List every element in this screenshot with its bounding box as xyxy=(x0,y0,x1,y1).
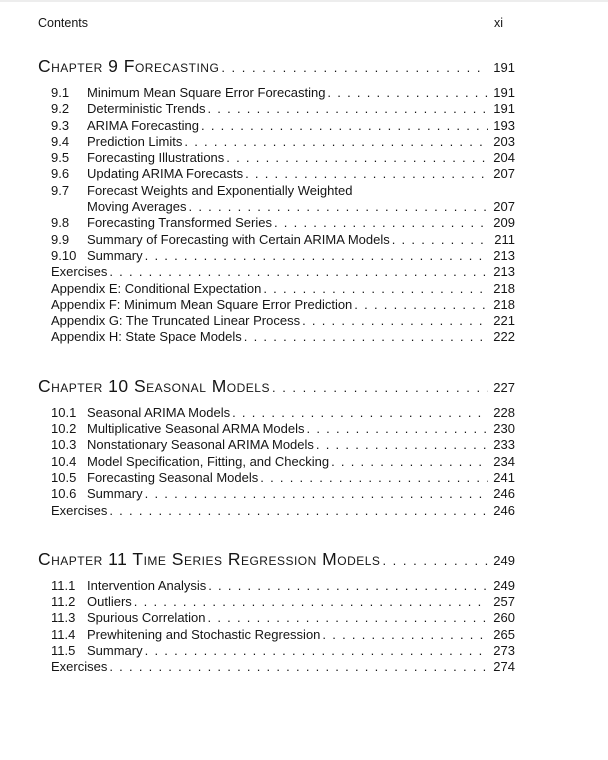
toc-entry xyxy=(38,454,515,470)
chapter-page-number: 191 xyxy=(493,60,515,75)
entry-number: 11.1 xyxy=(51,577,76,593)
entry-page-number: 193 xyxy=(493,117,515,133)
toc-entry xyxy=(38,101,515,117)
entry-title: Summary of Forecasting with Certain ARIMA Models xyxy=(87,231,390,247)
dot-leader xyxy=(260,470,488,486)
dot-leader xyxy=(272,377,488,398)
toc-entry xyxy=(38,470,515,486)
toc-entry xyxy=(38,134,515,150)
entry-title: Appendix G: The Truncated Linear Process xyxy=(51,313,301,329)
entry-number: 9.10 xyxy=(51,247,77,263)
dot-leader xyxy=(316,437,488,453)
toc-entry xyxy=(38,264,515,280)
entry-page-number: 234 xyxy=(493,453,515,469)
toc-entry xyxy=(38,643,515,659)
entry-page-number: 228 xyxy=(493,404,515,420)
toc-entry xyxy=(38,215,515,231)
toc-entry xyxy=(38,85,515,101)
entry-title: Exercises xyxy=(51,502,108,518)
dot-leader xyxy=(382,550,488,571)
entry-number: 9.5 xyxy=(51,150,70,166)
chapter-page-number: 249 xyxy=(493,552,515,568)
entry-page-number: 213 xyxy=(493,264,515,280)
entry-page-number: 265 xyxy=(493,626,515,642)
dot-leader xyxy=(232,405,488,421)
entry-page-number: 211 xyxy=(494,231,515,247)
entry-title: Moving Averages xyxy=(87,199,187,215)
entry-number: 9.6 xyxy=(51,166,70,182)
entry-number: 11.3 xyxy=(51,610,76,626)
entry-page-number: 260 xyxy=(493,610,515,626)
dot-leader xyxy=(327,85,488,101)
dot-leader xyxy=(221,57,488,78)
dot-leader xyxy=(322,627,488,643)
chapter-block xyxy=(38,56,515,346)
entry-title: Outliers xyxy=(87,594,132,610)
toc-entry xyxy=(38,594,515,610)
dot-leader xyxy=(145,486,488,502)
entry-title: Forecasting Transformed Series xyxy=(87,215,272,231)
entry-number: 10.5 xyxy=(51,469,77,485)
entry-title: Appendix E: Conditional Expectation xyxy=(51,280,262,296)
entry-title: Prewhitening and Stochastic Regression xyxy=(87,626,321,642)
chapter-heading xyxy=(38,376,515,398)
dot-leader xyxy=(109,264,488,280)
entry-page-number: 204 xyxy=(493,150,515,166)
running-header xyxy=(38,16,515,31)
toc-entry xyxy=(38,297,515,313)
dot-leader xyxy=(207,101,488,117)
entry-title: Nonstationary Seasonal ARIMA Models xyxy=(87,437,314,453)
dot-leader xyxy=(274,215,488,231)
entry-title: Forecasting Illustrations xyxy=(87,150,225,166)
chapter-block xyxy=(38,376,515,519)
toc-entry xyxy=(38,166,515,182)
running-header-title: Contents xyxy=(38,16,89,30)
chapter-block xyxy=(38,549,515,676)
entry-page-number: 273 xyxy=(493,643,515,659)
chapter-entries xyxy=(38,85,515,346)
entry-number: 10.1 xyxy=(51,404,77,420)
entry-number: 9.3 xyxy=(51,117,70,133)
chapter-heading xyxy=(38,56,515,78)
entry-title: Prediction Limits xyxy=(87,133,183,149)
toc-entry xyxy=(38,313,515,329)
entry-title: Seasonal ARIMA Models xyxy=(87,404,231,420)
entry-page-number: 274 xyxy=(493,659,515,675)
entry-page-number: 207 xyxy=(493,199,515,215)
toc-entry xyxy=(38,627,515,643)
dot-leader xyxy=(307,421,489,437)
entry-title: Exercises xyxy=(51,659,108,675)
dot-leader xyxy=(145,248,488,264)
dot-leader xyxy=(331,454,488,470)
entry-number: 11.4 xyxy=(51,626,76,642)
entry-title: Updating ARIMA Forecasts xyxy=(87,166,244,182)
chapter-title: Chapter 9 Forecasting xyxy=(38,56,220,76)
entry-number: 9.7 xyxy=(51,182,70,198)
entry-page-number: 207 xyxy=(493,166,515,182)
dot-leader xyxy=(392,232,488,248)
chapter-entries xyxy=(38,405,515,519)
chapter-entries xyxy=(38,578,515,676)
entry-number: 9.2 xyxy=(51,101,70,117)
entry-title: Summary xyxy=(87,247,143,263)
entry-title: Multiplicative Seasonal ARMA Models xyxy=(87,421,305,437)
dot-leader xyxy=(302,313,488,329)
entry-title: Forecast Weights and Exponentially Weighted xyxy=(87,182,353,198)
entry-title: Model Specification, Fitting, and Checking xyxy=(87,453,330,469)
entry-number: 10.6 xyxy=(51,486,77,502)
entry-page-number: 246 xyxy=(493,486,515,502)
entry-title: Appendix F: Minimum Mean Square Error Prediction xyxy=(51,296,353,312)
dot-leader xyxy=(184,134,488,150)
toc-entry xyxy=(38,118,515,134)
entry-title: Spurious Correlation xyxy=(87,610,206,626)
toc-entry xyxy=(38,183,515,199)
toc-entry xyxy=(38,610,515,626)
entry-number: 10.3 xyxy=(51,437,77,453)
entry-page-number: 209 xyxy=(493,215,515,231)
toc-entry xyxy=(38,329,515,345)
toc-entry xyxy=(38,150,515,166)
toc-entry xyxy=(38,421,515,437)
entry-page-number: 241 xyxy=(493,469,515,485)
dot-leader xyxy=(201,118,488,134)
entry-page-number: 191 xyxy=(493,101,515,117)
page-folio: xi xyxy=(493,16,503,30)
dot-leader xyxy=(208,578,488,594)
toc-entry xyxy=(38,437,515,453)
entry-page-number: 221 xyxy=(493,313,515,329)
dot-leader xyxy=(244,329,488,345)
entry-number: 10.2 xyxy=(51,421,77,437)
entry-number: 9.9 xyxy=(51,231,70,247)
entry-page-number: 257 xyxy=(493,594,515,610)
entry-number: 9.8 xyxy=(51,215,70,231)
entry-page-number: 249 xyxy=(493,577,515,593)
entry-number: 10.4 xyxy=(51,453,77,469)
dot-leader xyxy=(134,594,488,610)
chapter-title: Chapter 11 Time Series Regression Models xyxy=(38,548,381,569)
toc xyxy=(38,56,515,676)
entry-title: ARIMA Forecasting xyxy=(87,117,199,133)
chapter-title: Chapter 10 Seasonal Models xyxy=(38,375,270,396)
toc-entry xyxy=(38,578,515,594)
toc-entry xyxy=(38,486,515,502)
entry-title: Intervention Analysis xyxy=(87,577,207,593)
dot-leader xyxy=(208,610,488,626)
entry-page-number: 222 xyxy=(493,329,515,345)
entry-page-number: 218 xyxy=(493,280,515,296)
entry-title: Forecasting Seasonal Models xyxy=(87,469,259,485)
entry-page-number: 191 xyxy=(493,85,515,100)
toc-entry xyxy=(38,659,515,675)
toc-entry xyxy=(38,199,515,215)
entry-number: 11.2 xyxy=(51,594,76,610)
dot-leader xyxy=(189,199,489,215)
entry-number: 9.4 xyxy=(51,133,70,149)
entry-page-number: 213 xyxy=(493,247,515,263)
entry-page-number: 233 xyxy=(493,437,515,453)
dot-leader xyxy=(145,643,488,659)
dot-leader xyxy=(245,166,488,182)
entry-number: 11.5 xyxy=(51,643,76,659)
toc-entry xyxy=(38,405,515,421)
toc-entry xyxy=(38,232,515,248)
entry-page-number: 230 xyxy=(493,421,515,437)
dot-leader xyxy=(354,297,488,313)
toc-entry xyxy=(38,248,515,264)
entry-title: Exercises xyxy=(51,264,108,280)
chapter-page-number: 227 xyxy=(493,379,515,395)
chapter-heading xyxy=(38,549,515,571)
entry-title: Summary xyxy=(87,486,143,502)
entry-page-number: 203 xyxy=(493,133,515,149)
entry-title: Summary xyxy=(87,643,143,659)
entry-number: 9.1 xyxy=(51,85,70,100)
toc-entry xyxy=(38,503,515,519)
toc-entry xyxy=(38,281,515,297)
entry-title: Deterministic Trends xyxy=(87,101,206,117)
dot-leader xyxy=(109,503,488,519)
dot-leader xyxy=(263,281,488,297)
dot-leader xyxy=(109,659,488,675)
dot-leader xyxy=(226,150,488,166)
entry-title: Appendix H: State Space Models xyxy=(51,329,242,345)
entry-title: Minimum Mean Square Error Forecasting xyxy=(87,85,326,100)
entry-page-number: 218 xyxy=(493,296,515,312)
page-top-edge xyxy=(0,0,608,2)
entry-page-number: 246 xyxy=(493,502,515,518)
